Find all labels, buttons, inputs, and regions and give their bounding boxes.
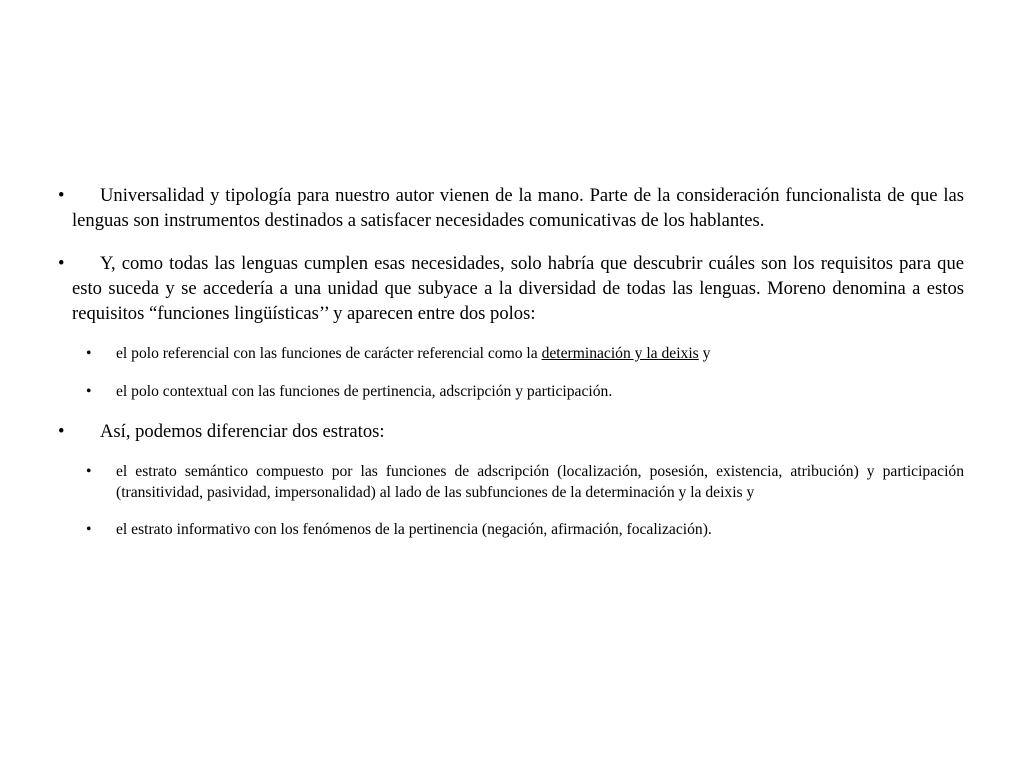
subbullet-text-after: y	[698, 345, 711, 362]
subbullet-text: el estrato informativo con los fenómenos de la pertinencia (negación, afirmación, focalización).	[116, 521, 712, 538]
bullet-marker: •	[86, 345, 92, 362]
subbullet-text: el polo contextual con las funciones de pertinencia, adscripción y participación.	[116, 382, 613, 400]
subbullet-text: el estrato semántico compuesto por las funciones de adscripción (localización, posesión, existencia, atribución) y participación (transitividad, pasividad, impersonalidad) al lado de las subfunciones de la determinación y la deixis y	[116, 463, 964, 501]
subbullet-estrato-informativo	[86, 520, 964, 541]
subbullet-estrato-semantico	[86, 462, 964, 503]
determinacion-deixis-link[interactable]: determinación y la deixis	[541, 345, 699, 362]
bullet-funciones-linguisticas	[58, 251, 964, 326]
bullet-marker: •	[58, 421, 65, 442]
bullet-text: Así, podemos diferenciar dos estratos:	[100, 421, 385, 442]
bullet-marker: •	[58, 253, 65, 274]
bullet-marker: •	[86, 382, 92, 400]
subbullet-text-before: el polo referencial con las funciones de carácter referencial como la	[116, 345, 542, 362]
bullet-marker: •	[86, 521, 92, 538]
bullet-dos-estratos	[58, 419, 964, 444]
bullet-marker: •	[86, 463, 92, 480]
slide-content	[58, 183, 964, 558]
subbullet-polo-contextual	[86, 382, 964, 403]
bullet-text: Universalidad y tipología para nuestro autor vienen de la mano. Parte de la consideración funcionalista de que las lenguas son instrumentos destinados a satisfacer necesidades comunicativas de los hablantes.	[72, 185, 964, 231]
bullet-text: Y, como todas las lenguas cumplen esas necesidades, solo habría que descubrir cuáles son los requisitos para que esto suceda y se accedería a una unidad que subyace a la diversidad de todas las lenguas. Moreno denomina a estos requisitos “funciones lingüísticas’’ y aparecen entre dos polos:	[72, 253, 964, 324]
bullet-marker: •	[58, 185, 65, 206]
bullet-universalidad	[58, 183, 964, 233]
subbullet-polo-referencial	[86, 344, 964, 365]
